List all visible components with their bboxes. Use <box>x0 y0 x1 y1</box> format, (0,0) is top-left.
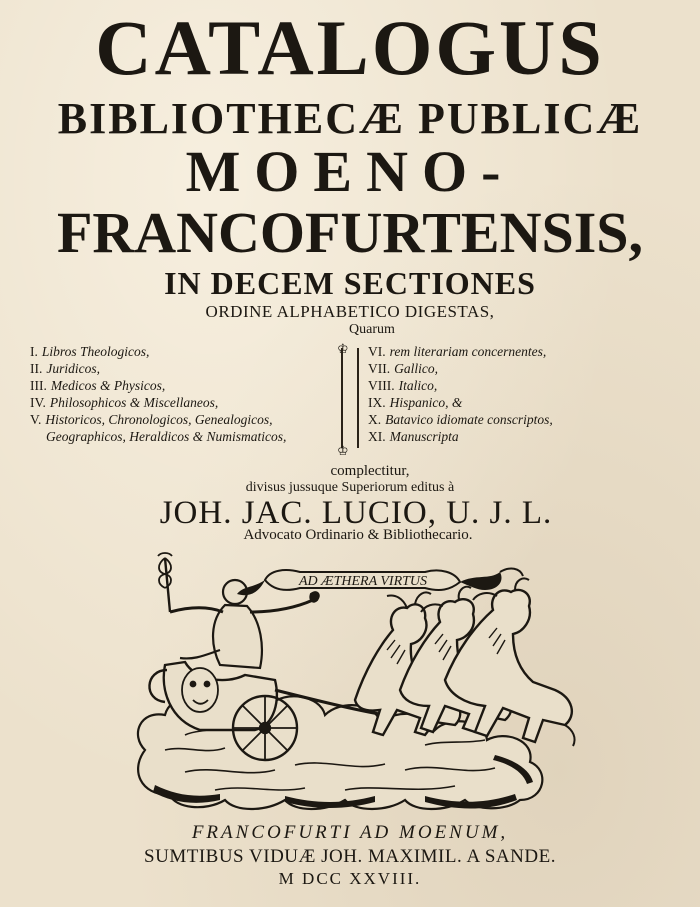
imprint-publisher: SUMTIBUS VIDUÆ JOH. MAXIMIL. A SANDE. <box>144 846 556 867</box>
author-role: Advocato Ordinario & Bibliothecario. <box>243 527 473 543</box>
section-item: XI. Manuscripta <box>368 429 459 444</box>
sections-right-column <box>368 343 688 445</box>
section-item: II. Juridicos, <box>30 361 100 376</box>
section-item: V. Historicos, Chronologicos, Genealogicos, <box>30 412 273 427</box>
sections-left-column <box>30 343 340 445</box>
section-item: IX. Hispanico, & <box>368 395 463 410</box>
author-name: JOH. JAC. LUCIO, U. J. L. <box>159 495 553 531</box>
section-item: VIII. Italico, <box>368 378 438 393</box>
section-item: VI. rem literariam concernentes, <box>368 344 547 359</box>
section-item: X. Batavico idiomate conscriptos, <box>368 412 553 427</box>
section-item: IV. Philosophicos & Miscellaneos, <box>30 395 219 410</box>
printers-device-emblem <box>125 550 585 815</box>
title-bibliothecae: BIBLIOTHECÆ PUBLICÆ <box>57 94 643 143</box>
imprint-place: FRANCOFURTI AD MOENUM, <box>191 822 509 843</box>
sections-list <box>0 340 700 460</box>
title-catalogus: CATALOGUS <box>95 4 605 91</box>
grotesque-mask-icon <box>182 668 218 712</box>
imprint-year: M DCC XXVIII. <box>278 869 422 888</box>
title-francofurtensis: FRANCOFURTENSIS, <box>56 200 644 265</box>
crown-ornament-top-icon: ♔ <box>337 341 349 356</box>
section-item: I. Libros Theologicos, <box>30 344 150 359</box>
complectitur-text: complectitur, <box>330 463 410 479</box>
section-item-continued: Geographicos, Heraldicos & Numismaticos, <box>46 429 287 444</box>
section-divider-bracket <box>341 348 359 448</box>
section-item: VII. Gallico, <box>368 361 438 376</box>
motto-banner <box>237 569 523 596</box>
crown-ornament-bottom-icon: ♔ <box>337 443 349 458</box>
horses-icon <box>355 578 575 746</box>
divisus-text: divisus jussuque Superiorum editus à <box>245 480 455 495</box>
title-quarum: Quarum <box>349 322 395 337</box>
title-ordine: ORDINE ALPHABETICO DIGESTAS, <box>205 302 495 321</box>
motto-text: AD ÆTHERA VIRTUS <box>298 574 428 589</box>
section-item: III. Medicos & Physicos, <box>30 378 166 393</box>
title-moeno: MOENO- <box>185 139 515 204</box>
title-decem-sectiones: IN DECEM SECTIONES <box>164 265 536 301</box>
